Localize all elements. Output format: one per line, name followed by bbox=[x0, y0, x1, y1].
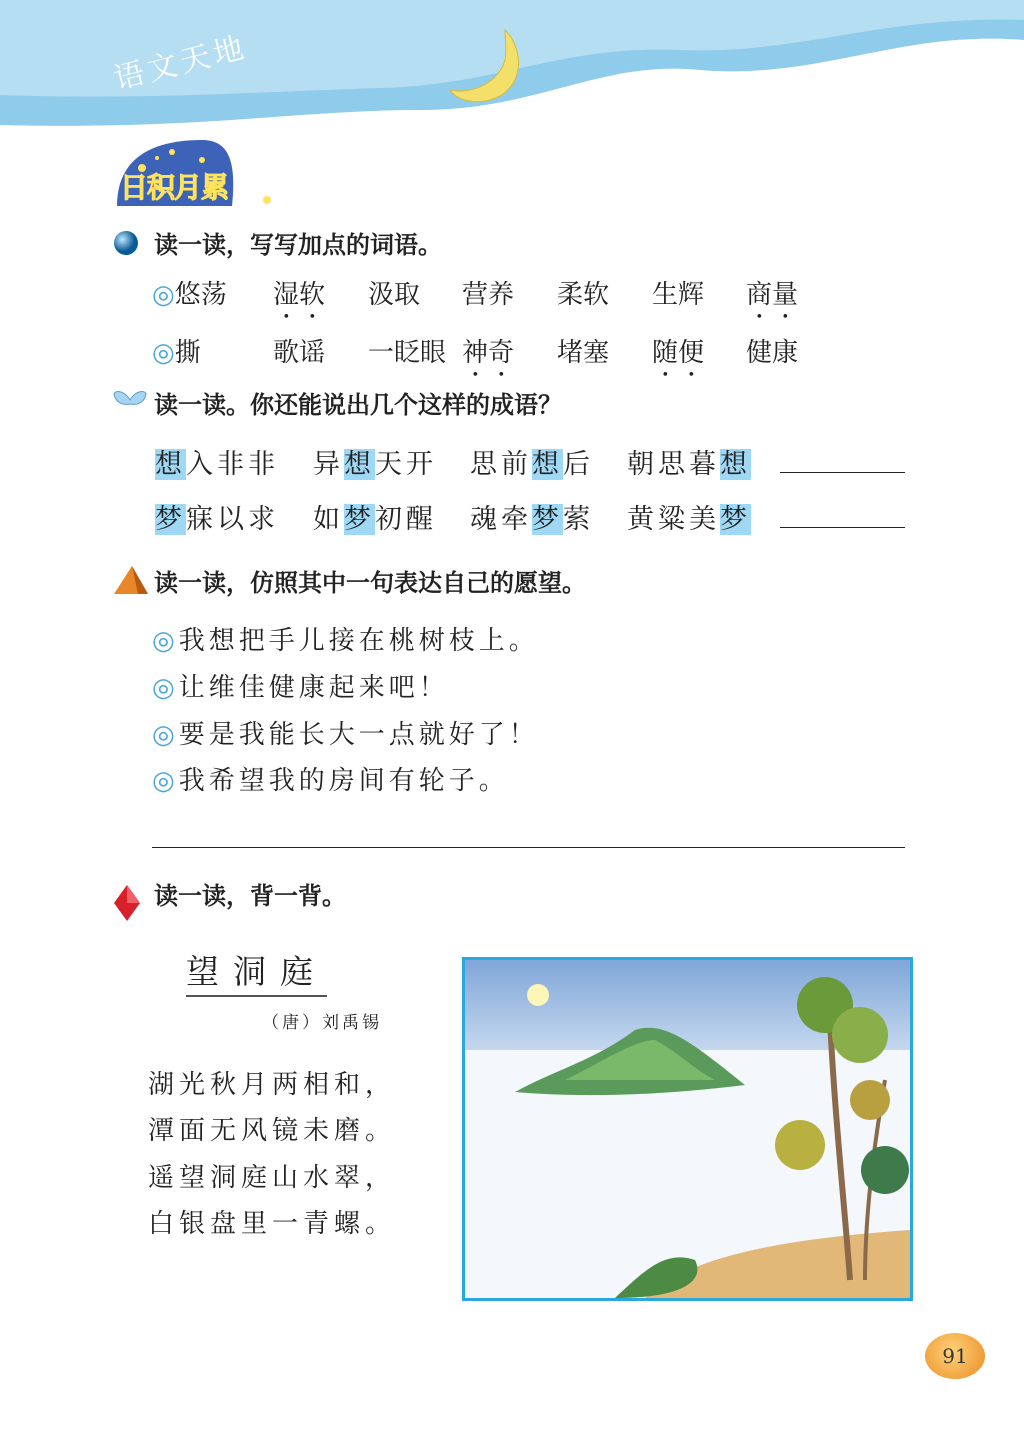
idiom bbox=[470, 442, 594, 481]
vocab-word bbox=[462, 332, 514, 383]
idiom-text: 后 bbox=[563, 449, 594, 480]
sentence-text: 我希望我的房间有轮子。 bbox=[178, 766, 509, 796]
circle-marker-icon: ◎ bbox=[152, 338, 175, 368]
word-text: 神奇 bbox=[462, 338, 515, 368]
butterfly-icon bbox=[112, 386, 148, 418]
blue-sphere-icon bbox=[112, 226, 148, 258]
idiom bbox=[627, 497, 751, 536]
vocab-word bbox=[152, 332, 201, 369]
section-3-title: 读一读，仿照其中一句表达自己的愿望。 bbox=[154, 568, 586, 597]
highlighted-char: 梦 bbox=[532, 504, 563, 535]
section-4-title: 读一读，背一背。 bbox=[154, 881, 346, 910]
idiom-text: 初醒 bbox=[375, 504, 437, 535]
vocab-word bbox=[746, 332, 798, 369]
word-text: 营养 bbox=[462, 280, 515, 310]
idiom-text: 萦 bbox=[563, 504, 594, 535]
vocab-word bbox=[557, 332, 609, 369]
example-sentence bbox=[152, 620, 539, 657]
circle-marker-icon: ◎ bbox=[152, 626, 179, 656]
vocab-word bbox=[273, 274, 325, 325]
word-text: 随便 bbox=[652, 338, 705, 368]
highlighted-char: 想 bbox=[720, 449, 751, 480]
poem-line: 湖光秋月两相和， bbox=[148, 1070, 397, 1100]
poem-line: 遥望洞庭山水翠， bbox=[148, 1163, 397, 1193]
word-text: 商量 bbox=[746, 280, 799, 310]
idiom bbox=[627, 442, 751, 481]
vocab-word bbox=[746, 274, 798, 325]
poem-author: （唐）刘禹锡 bbox=[262, 1013, 382, 1033]
word-text: 湿软 bbox=[273, 280, 326, 310]
example-sentence bbox=[152, 667, 449, 704]
section-2-title: 读一读。你还能说出几个这样的成语？ bbox=[154, 390, 562, 419]
example-sentence bbox=[152, 760, 509, 797]
moon-icon bbox=[527, 984, 549, 1006]
vocab-word bbox=[152, 274, 227, 311]
highlighted-char: 梦 bbox=[720, 504, 751, 535]
section-4-heading bbox=[112, 875, 346, 911]
highlighted-char: 梦 bbox=[155, 504, 186, 535]
idiom-text: 入非非 bbox=[186, 449, 279, 480]
vocab-word bbox=[652, 274, 704, 311]
word-row-2 bbox=[152, 332, 852, 366]
poem-title: 望洞庭 bbox=[186, 946, 327, 997]
word-text: 堵塞 bbox=[557, 338, 610, 368]
circle-marker-icon: ◎ bbox=[152, 280, 175, 310]
idiom bbox=[313, 442, 437, 481]
sentence-text: 要是我能长大一点就好了！ bbox=[178, 720, 539, 750]
idiom-text: 思前 bbox=[470, 449, 532, 480]
highlighted-char: 想 bbox=[532, 449, 563, 480]
section-2-heading bbox=[112, 384, 562, 420]
vocab-word bbox=[652, 332, 704, 383]
answer-blank-1[interactable] bbox=[780, 472, 905, 473]
page-header-title: 语文天地 bbox=[110, 29, 252, 97]
section-3-heading bbox=[112, 562, 586, 598]
idiom bbox=[155, 497, 279, 536]
example-sentence bbox=[152, 714, 539, 751]
word-text: 一眨眼 bbox=[368, 338, 447, 368]
idiom-text: 朝思暮 bbox=[627, 449, 720, 480]
vocab-word bbox=[368, 332, 446, 369]
vocab-word bbox=[368, 274, 420, 311]
sentence-text: 我想把手儿接在桃树枝上。 bbox=[178, 626, 539, 656]
circle-marker-icon: ◎ bbox=[152, 720, 179, 750]
sentence-text: 让维佳健康起来吧！ bbox=[178, 673, 449, 703]
dongting-lake-illustration bbox=[462, 957, 913, 1301]
orange-pyramid-icon bbox=[112, 564, 148, 596]
page-number: 91 bbox=[925, 1333, 985, 1379]
word-text: 健康 bbox=[746, 338, 799, 368]
highlighted-char: 梦 bbox=[344, 504, 375, 535]
circle-marker-icon: ◎ bbox=[152, 766, 179, 796]
idiom-text: 天开 bbox=[375, 449, 437, 480]
idiom bbox=[155, 442, 279, 481]
word-text: 生辉 bbox=[652, 280, 705, 310]
idiom-text: 如 bbox=[313, 504, 344, 535]
idiom-text: 魂牵 bbox=[470, 504, 532, 535]
highlighted-char: 想 bbox=[344, 449, 375, 480]
writing-line[interactable] bbox=[152, 847, 905, 848]
idiom bbox=[470, 497, 594, 536]
word-text: 柔软 bbox=[557, 280, 610, 310]
poem-line: 白银盘里一青螺。 bbox=[148, 1209, 397, 1239]
word-text: 悠荡 bbox=[174, 280, 227, 310]
word-row-1 bbox=[152, 274, 852, 308]
badge-title: 日积月累 bbox=[120, 171, 229, 204]
word-text: 汲取 bbox=[368, 280, 421, 310]
word-text: 歌谣 bbox=[273, 338, 326, 368]
vocab-word bbox=[462, 274, 514, 311]
answer-blank-2[interactable] bbox=[780, 527, 905, 528]
poem-line: 潭面无风镜未磨。 bbox=[148, 1116, 397, 1146]
idiom-text: 异 bbox=[313, 449, 344, 480]
section-1-title: 读一读，写写加点的词语。 bbox=[154, 230, 442, 259]
vocab-word bbox=[557, 274, 609, 311]
red-diamond-icon bbox=[112, 877, 148, 909]
vocab-word bbox=[273, 332, 325, 369]
idiom bbox=[313, 497, 437, 536]
idiom-text: 黄粱美 bbox=[627, 504, 720, 535]
idiom-text: 寐以求 bbox=[186, 504, 279, 535]
circle-marker-icon: ◎ bbox=[152, 673, 179, 703]
highlighted-char: 想 bbox=[155, 449, 186, 480]
section-1-heading bbox=[112, 224, 442, 260]
word-text: 撕 bbox=[174, 338, 201, 368]
